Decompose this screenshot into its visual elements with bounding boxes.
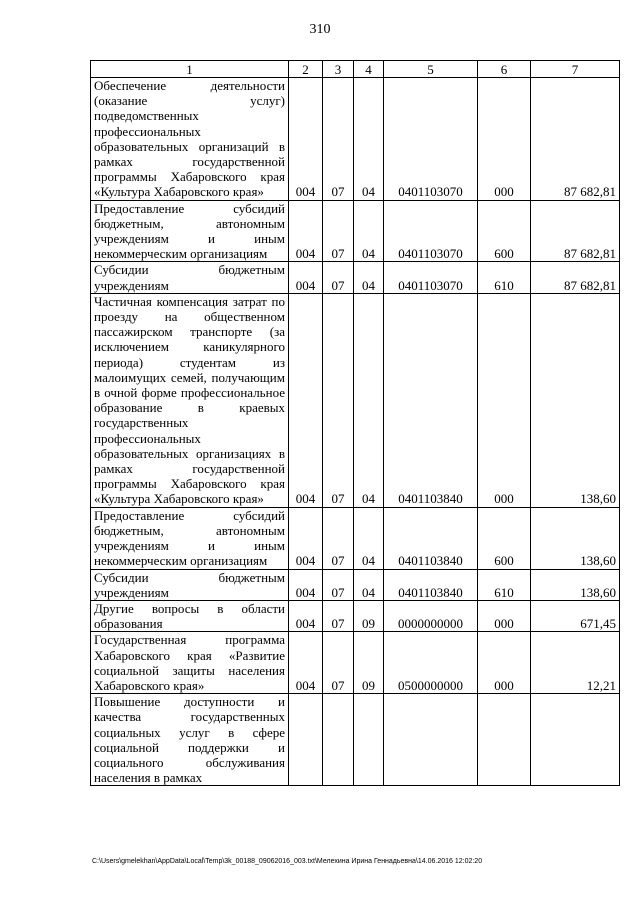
row-code-subsection: 04 (354, 293, 384, 507)
row-code-expense-type (478, 694, 531, 786)
row-amount: 87 682,81 (531, 262, 620, 293)
row-amount: 671,45 (531, 600, 620, 631)
header-cell: 4 (354, 61, 384, 78)
file-path-footer: C:\Users\gmelekhan\AppData\Local\Temp\3k_00188_09062016_003.txt\Мелехина Ирина Геннадьевна\14.06.2016 12:02:20 (92, 858, 483, 865)
table-row (91, 600, 620, 631)
row-name: Другие вопросы в области образования (91, 600, 289, 631)
row-code-ministry: 004 (289, 262, 323, 293)
row-name: Предоставление субсидий бюджетным, автономным учреждениям и иным некоммерческим организациям (91, 507, 289, 569)
table-row (91, 200, 620, 262)
row-code-expense-type: 000 (478, 632, 531, 694)
row-code-section: 07 (323, 262, 354, 293)
row-code-target: 0401103840 (384, 569, 478, 600)
row-amount: 138,60 (531, 293, 620, 507)
row-code-subsection: 09 (354, 600, 384, 631)
row-code-subsection: 04 (354, 78, 384, 201)
row-code-target (384, 694, 478, 786)
table-row (91, 694, 620, 786)
row-name: Государственная программа Хабаровского края «Развитие социальной защиты населения Хабаровского края» (91, 632, 289, 694)
row-amount: 12,21 (531, 632, 620, 694)
row-code-target: 0401103840 (384, 293, 478, 507)
budget-table (90, 60, 620, 786)
page-number: 310 (309, 22, 331, 37)
row-code-target: 0401103070 (384, 78, 478, 201)
row-code-ministry: 004 (289, 632, 323, 694)
row-code-ministry: 004 (289, 78, 323, 201)
row-code-ministry: 004 (289, 600, 323, 631)
table-row (91, 293, 620, 507)
row-amount: 87 682,81 (531, 78, 620, 201)
row-code-expense-type: 600 (478, 200, 531, 262)
row-code-section: 07 (323, 293, 354, 507)
row-code-target: 0401103840 (384, 507, 478, 569)
table-row (91, 632, 620, 694)
table-row (91, 78, 620, 201)
header-cell: 7 (531, 61, 620, 78)
row-code-expense-type: 000 (478, 78, 531, 201)
row-code-target: 0401103070 (384, 200, 478, 262)
row-amount: 138,60 (531, 507, 620, 569)
header-cell: 5 (384, 61, 478, 78)
row-name: Частичная компенсация затрат по проезду на общественном пассажирском транспорте (за исключением каникулярного периода) студентам из малоимущих семей, получающим в очной форме профессиональное образование в краевых государственных профессиональных образовательных организациях в рамках государственной программы Хабаровского края «Культура Хабаровского края» (91, 293, 289, 507)
row-name: Предоставление субсидий бюджетным, автономным учреждениям и иным некоммерческим организациям (91, 200, 289, 262)
row-code-subsection: 04 (354, 262, 384, 293)
row-code-ministry: 004 (289, 293, 323, 507)
table-row (91, 262, 620, 293)
row-code-expense-type: 610 (478, 262, 531, 293)
row-code-section: 07 (323, 600, 354, 631)
row-code-ministry: 004 (289, 569, 323, 600)
row-code-subsection: 04 (354, 507, 384, 569)
row-amount: 138,60 (531, 569, 620, 600)
header-cell: 1 (91, 61, 289, 78)
header-row (91, 61, 620, 78)
header-cell: 2 (289, 61, 323, 78)
row-name: Субсидии бюджетным учреждениям (91, 569, 289, 600)
row-name: Субсидии бюджетным учреждениям (91, 262, 289, 293)
row-amount (531, 694, 620, 786)
row-code-section: 07 (323, 507, 354, 569)
row-code-subsection: 04 (354, 200, 384, 262)
row-code-section: 07 (323, 200, 354, 262)
row-amount: 87 682,81 (531, 200, 620, 262)
header-cell: 6 (478, 61, 531, 78)
row-code-target: 0000000000 (384, 600, 478, 631)
row-code-ministry: 004 (289, 200, 323, 262)
row-code-section (323, 694, 354, 786)
header-cell: 3 (323, 61, 354, 78)
row-code-expense-type: 000 (478, 293, 531, 507)
row-name: Повышение доступности и качества государственных социальных услуг в сфере социальной поддержки и социального обслуживания населения в рамках (91, 694, 289, 786)
table-row (91, 507, 620, 569)
row-code-section: 07 (323, 78, 354, 201)
row-code-ministry: 004 (289, 507, 323, 569)
row-code-section: 07 (323, 632, 354, 694)
row-code-target: 0500000000 (384, 632, 478, 694)
row-code-subsection: 09 (354, 632, 384, 694)
row-code-target: 0401103070 (384, 262, 478, 293)
table-row (91, 569, 620, 600)
row-name: Обеспечение деятельности (оказание услуг) подведомственных профессиональных образовательных организаций в рамках государственной программы Хабаровского края «Культура Хабаровского края» (91, 78, 289, 201)
row-code-section: 07 (323, 569, 354, 600)
row-code-subsection: 04 (354, 569, 384, 600)
row-code-expense-type: 600 (478, 507, 531, 569)
row-code-expense-type: 610 (478, 569, 531, 600)
row-code-subsection (354, 694, 384, 786)
row-code-ministry (289, 694, 323, 786)
row-code-expense-type: 000 (478, 600, 531, 631)
